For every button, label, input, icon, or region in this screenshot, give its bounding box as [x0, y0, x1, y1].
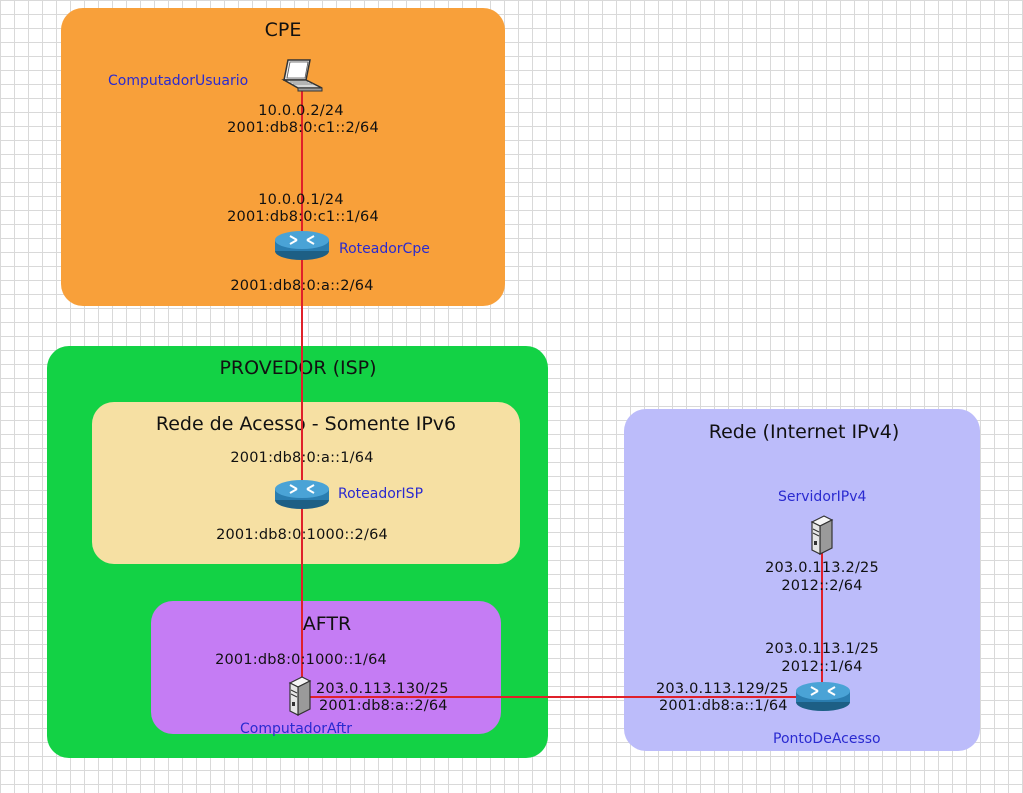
address-servidor-ipv6: 2012::2/64 [781, 578, 863, 594]
device-label-computador-usuario[interactable]: ComputadorUsuario [108, 73, 249, 89]
address-usuario-ipv4: 10.0.0.2/24 [258, 103, 344, 119]
address-aftr-out-ipv4: 203.0.113.130/25 [316, 681, 449, 697]
address-servidor-ipv4: 203.0.113.2/25 [765, 560, 879, 576]
address-isp-up-ipv6: 2001:db8:0:a::1/64 [230, 450, 374, 466]
zone-title-aftr: AFTR [302, 613, 352, 635]
server-icon[interactable] [808, 514, 836, 556]
device-label-computador-aftr[interactable]: ComputadorAftr [240, 721, 353, 737]
device-label-roteador-isp[interactable]: RoteadorISP [338, 486, 424, 502]
zone-title-cpe: CPE [264, 19, 302, 41]
server-icon[interactable] [286, 675, 314, 717]
address-ap-up-ipv6: 2012::1/64 [781, 659, 863, 675]
address-ap-in-ipv6: 2001:db8:a::1/64 [659, 698, 788, 714]
address-isp-down-ipv6: 2001:db8:0:1000::2/64 [216, 527, 388, 543]
address-usuario-ipv6: 2001:db8:0:c1::2/64 [227, 120, 379, 136]
router-icon[interactable] [794, 680, 852, 712]
zone-cpe [61, 8, 505, 306]
address-cpe-wan-ipv6: 2001:db8:0:a::2/64 [230, 278, 374, 294]
zone-title-access: Rede de Acesso - Somente IPv6 [155, 413, 457, 435]
laptop-icon[interactable] [276, 58, 328, 94]
address-cpe-lan-ipv4: 10.0.0.1/24 [258, 192, 344, 208]
address-ap-in-ipv4: 203.0.113.129/25 [656, 681, 789, 697]
device-label-ponto-de-acesso[interactable]: PontoDeAcesso [773, 731, 881, 747]
device-label-roteador-cpe[interactable]: RoteadorCpe [339, 241, 430, 257]
router-icon[interactable] [273, 229, 331, 261]
address-aftr-in-ipv6: 2001:db8:0:1000::1/64 [215, 652, 387, 668]
address-cpe-lan-ipv6: 2001:db8:0:c1::1/64 [227, 209, 379, 225]
device-label-servidor-ipv4[interactable]: ServidorIPv4 [778, 489, 867, 505]
zone-title-isp: PROVEDOR (ISP) [219, 357, 377, 379]
address-ap-up-ipv4: 203.0.113.1/25 [765, 641, 879, 657]
zone-title-internet: Rede (Internet IPv4) [708, 421, 900, 443]
router-icon[interactable] [273, 478, 331, 510]
address-aftr-out-ipv6: 2001:db8:a::2/64 [319, 698, 448, 714]
